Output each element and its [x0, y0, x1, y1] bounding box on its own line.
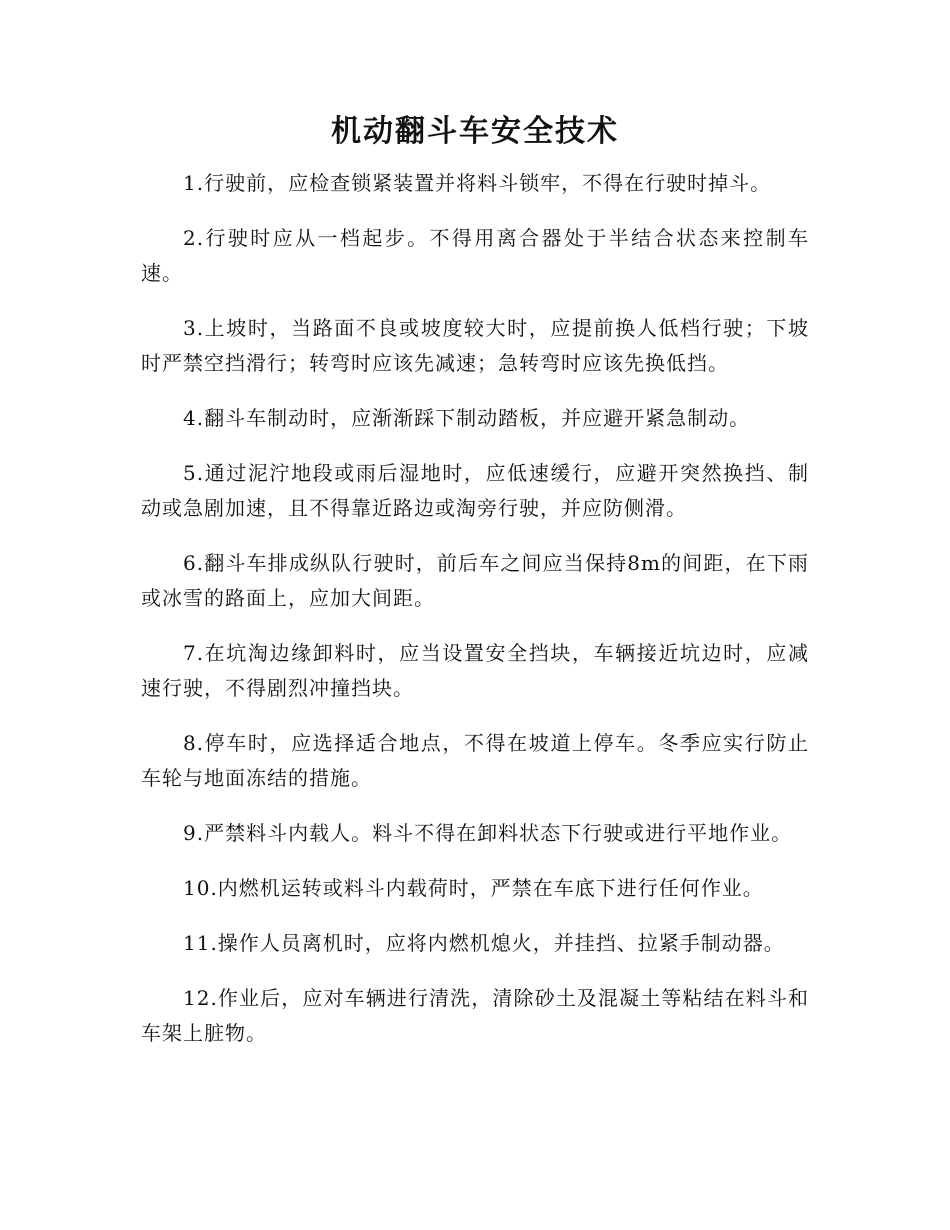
- paragraph-9: 9.严禁料斗内载人。料斗不得在卸料状态下行驶或进行平地作业。: [183, 821, 793, 845]
- paragraph-5: 5.通过泥泞地段或雨后湿地时，应低速缓行，应避开突然换挡、制动或急剧加速，且不得靠近路边或淘旁行驶，并应防侧滑。: [141, 461, 809, 520]
- paragraph-1: 1.行驶前，应检查锁紧装置并将料斗锁牢，不得在行驶时掉斗。: [183, 171, 772, 195]
- document-title: 机动翻斗车安全技术: [331, 114, 619, 149]
- paragraph-4: 4.翻斗车制动时，应渐渐踩下制动踏板，并应避开紧急制动。: [183, 406, 751, 430]
- paragraph-7: 7.在坑淘边缘卸料时，应当设置安全挡块，车辆接近坑边时，应减速行驶，不得剧烈冲撞挡块。: [141, 641, 809, 700]
- document-body: [141, 166, 809, 1071]
- paragraph-11: 11.操作人员离机时，应将内燃机熄火，并挂挡、拉紧手制动器。: [183, 931, 785, 955]
- paragraph-10: 10.内燃机运转或料斗内载荷时，严禁在车底下进行任何作业。: [183, 876, 764, 900]
- paragraph-12: 12.作业后，应对车辆进行清洗，清除砂土及混凝土等粘结在料斗和车架上脏物。: [141, 986, 809, 1045]
- paragraph-2: 2.行驶时应从一档起步。不得用离合器处于半结合状态来控制车速。: [141, 226, 809, 285]
- paragraph-8: 8.停车时，应选择适合地点，不得在坡道上停车。冬季应实行防止车轮与地面冻结的措施。: [141, 731, 809, 790]
- paragraph-3: 3.上坡时，当路面不良或坡度较大时，应提前换人低档行驶；下坡时严禁空挡滑行；转弯时应该先减速；急转弯时应该先换低挡。: [141, 316, 809, 375]
- paragraph-6: 6.翻斗车排成纵队行驶时，前后车之间应当保持8m的间距，在下雨或冰雪的路面上，应加大间距。: [141, 551, 809, 610]
